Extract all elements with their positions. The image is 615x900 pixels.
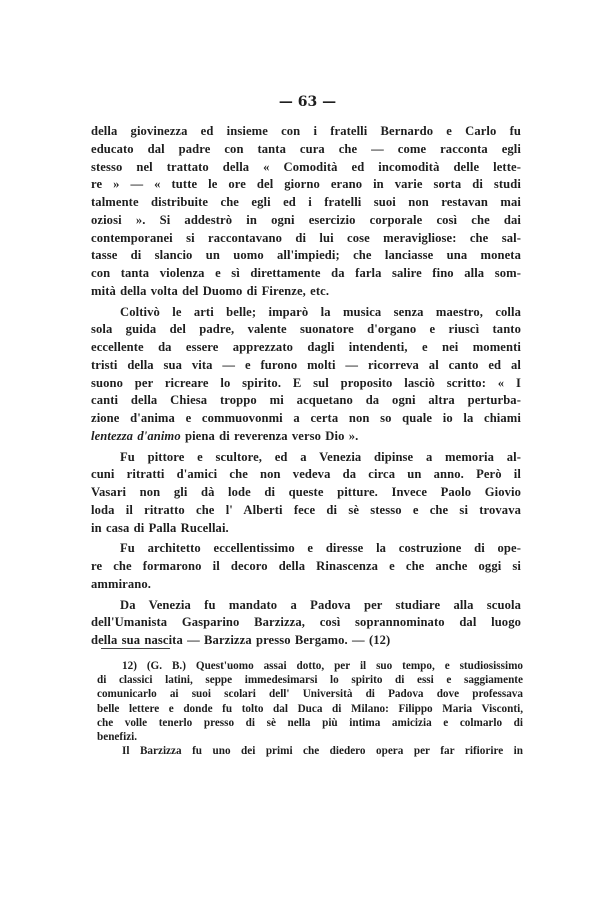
text-line: Coltivò le arti belle; imparò la musica senza maestro, colla <box>120 304 521 319</box>
text-line: loda il ritratto che l' Alberti fece di sè stesso e che si trovava <box>91 502 521 517</box>
text-line: oziosi ». Si addestrò in ogni esercizio corporale così che dai <box>91 212 521 227</box>
paragraph <box>91 123 521 301</box>
main-text <box>91 123 521 650</box>
text-line: della sua nascita — Barzizza presso Bergamo. — (12) <box>91 633 391 647</box>
text-line <box>91 428 521 446</box>
text-line: re che formarono il decoro della Rinascenza e che anche oggi si <box>91 559 521 573</box>
text-line: dell'Umanista Gasparino Barzizza, così soprannominato dal luogo <box>91 615 521 630</box>
paragraph <box>91 597 521 650</box>
text-line: di classici latini, seppe immedesimarsi lo spirito di essi e saggiamente <box>97 674 523 687</box>
text-line: belle lettere e donde fu tolto dal Duca di Milano: Filippo Maria Visconti, <box>97 702 523 715</box>
paragraph <box>97 744 523 758</box>
text-line: zione d'anima e commuovonmi a certa non so quale io la chiami <box>91 411 521 425</box>
text-line: 12) (G. B.) Quest'uomo assai dotto, per il suo tempo, e studiosissimo <box>122 660 523 672</box>
text-line: stesso nel trattato della « Comodità ed incomodità delle lette- <box>91 159 521 174</box>
text-line: talmente distribuite che egli ed i fratelli suoi non restavan mai <box>91 195 521 209</box>
text-line: canti della Chiesa troppo mi acquetano da ogni altra perturba- <box>91 393 521 408</box>
text-line: suono per ricreare lo spirito. E sul proposito lasciò scritto: « I <box>91 375 521 390</box>
text-line: Il Barzizza fu uno dei primi che diedero opera per far rifiorire in <box>122 745 523 758</box>
text-line: contemporanei si raccontavano di lui cose meravigliose: che sal- <box>91 230 521 245</box>
footnotes <box>97 659 523 758</box>
text-line: sola guida del padre, valente suonatore d'organo e riuscì tanto <box>91 322 521 337</box>
text-line: tasse di slancio un uomo all'impiedi; che lanciasse una moneta <box>91 248 521 263</box>
text-line: educato dal padre con tanta cura che — come racconta egli <box>91 141 521 156</box>
footnote-divider <box>101 648 170 649</box>
text-line: eccellente da essere apprezzato dagli intendenti, e nei momenti <box>91 340 521 354</box>
text-line: della giovinezza ed insieme con i fratelli Bernardo e Carlo fu <box>91 124 521 138</box>
text-line: che volle tenerlo presso di sè nella più intima amicizia e colmarlo di <box>97 716 523 729</box>
text-line: Fu pittore e scultore, ed a Venezia dipinse a memoria al- <box>120 449 521 464</box>
paragraph <box>91 449 521 538</box>
text-line: re » — « tutte le ore del giorno erano in varie sorta di studi <box>91 177 521 192</box>
text-line: cuni ritratti d'amici che non vedeva da circa un anno. Però il <box>91 467 521 482</box>
text-line: Fu architetto eccellentissimo e diresse la costruzione di ope- <box>120 541 521 556</box>
text-line: benefizi. <box>97 730 138 743</box>
paragraph <box>97 659 523 744</box>
text-line: con tanta violenza e sì direttamente da farla salire fino alla som- <box>91 266 521 280</box>
text-line: in casa di Palla Rucellai. <box>91 520 229 535</box>
paragraph <box>91 304 521 446</box>
page-number: — 63 — <box>278 94 337 110</box>
italic-phrase: lentezza d'animo <box>91 428 181 443</box>
text-line: Vasari non gli dà lode di queste pitture. Invece Paolo Giovio <box>91 485 521 499</box>
text-line: tristi della sua vita — e furono molti — ricorreva al canto ed al <box>91 357 521 372</box>
text-fragment: piena di reverenza verso Dio ». <box>180 428 359 443</box>
text-line: mità della volta del Duomo di Firenze, etc. <box>91 283 330 298</box>
text-line: Da Venezia fu mandato a Padova per studiare alla scuola <box>120 597 521 612</box>
text-line: ammirano. <box>91 576 152 591</box>
text-line: comunicarlo ai suoi scolari dell' Università di Padova dove professava <box>97 688 523 701</box>
paragraph <box>91 540 521 593</box>
